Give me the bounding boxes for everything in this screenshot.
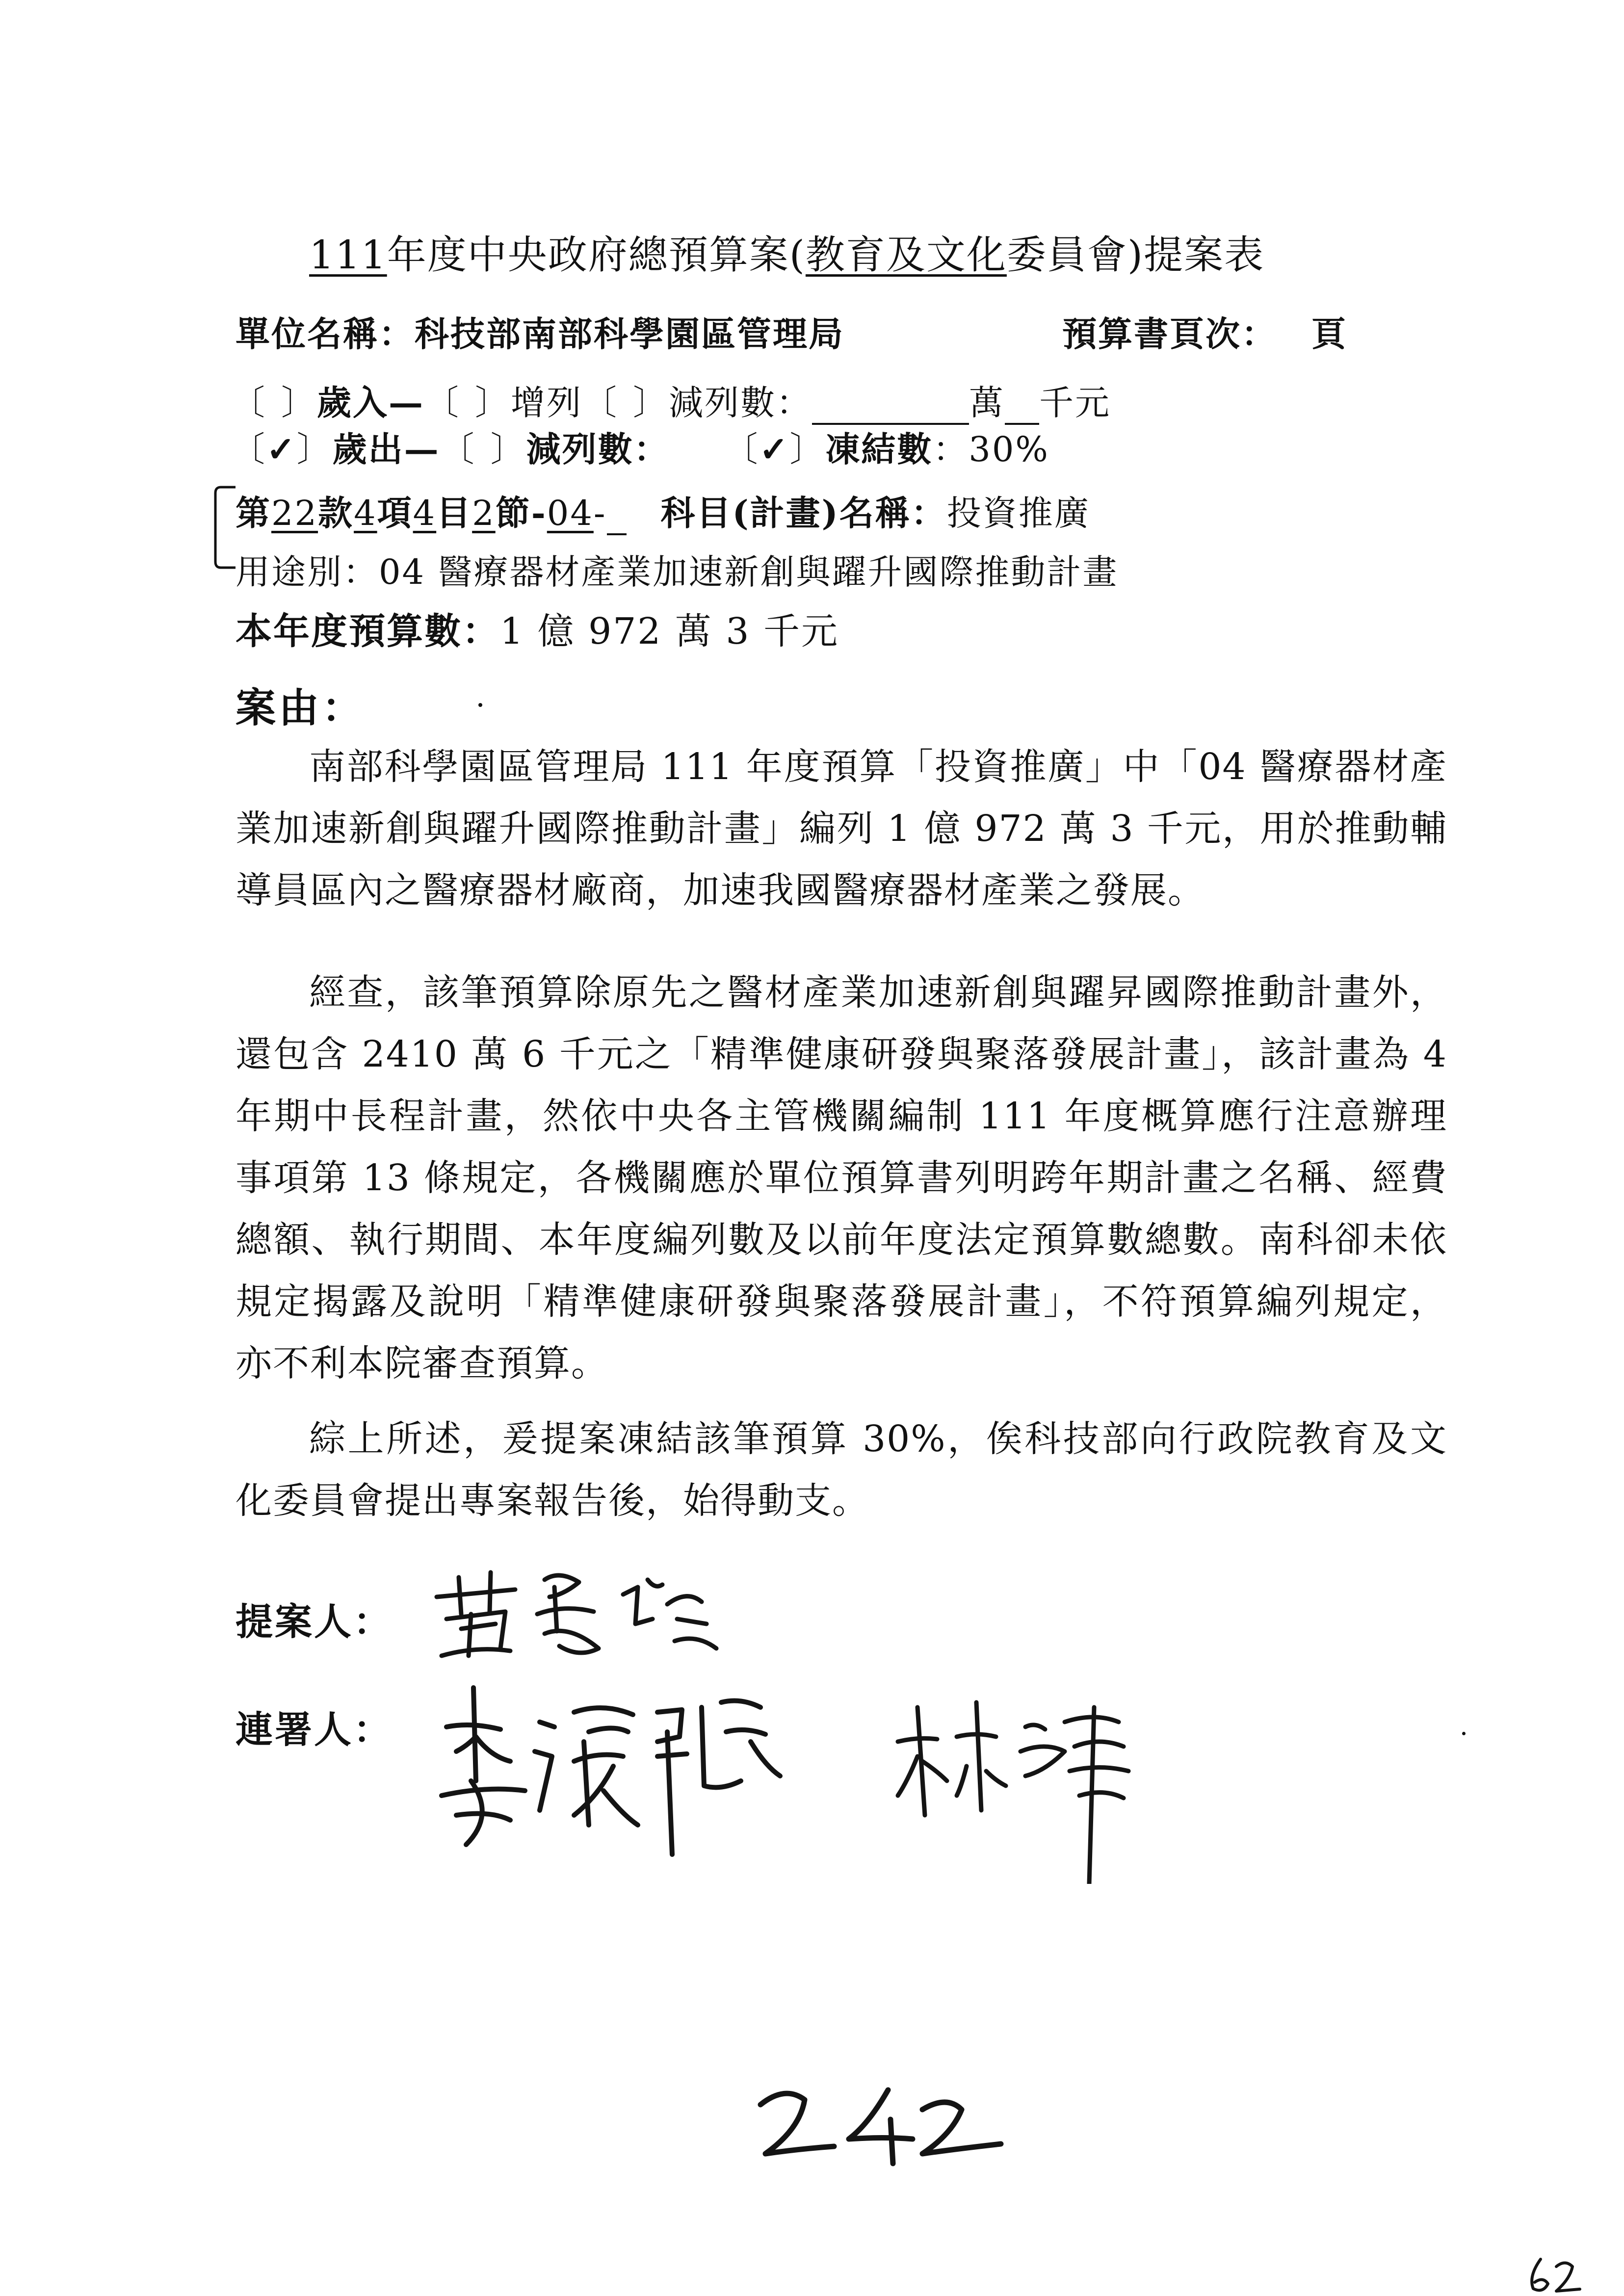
kuan-label: 款 [318, 493, 354, 533]
jie-num: 2 [472, 493, 496, 533]
stray-dot [478, 703, 482, 707]
revenue-bracket-close: 〕 [281, 383, 317, 423]
item-line [236, 486, 1090, 535]
expense-check: ✓ [266, 429, 297, 470]
usage-line: 用途別：04 醫療器材產業加速新創與躍升國際推動計畫 [236, 552, 1119, 592]
paragraph-2: 經查，該筆預算除原先之醫材產業加速新創與躍昇國際推動計畫外，還包含 2410 萬 6 千元之「精準健康研發與聚落發展計畫」，該計畫為 4 年期中長程計畫，然依中央各主管機關編制 111 年度概算應行注意辦理事項第 13 條規定，各機關應於單位預算書列明跨年期計畫之名稱、經費總額、執行期間、本年度編列數及以前年度法定預算數總數。南科卻未依規定揭露及說明「精準健康研發與聚落發展計畫」，不符預算編列規定，亦不利本院審查預算。 [236, 971, 1448, 1384]
freeze-bracket-close: 〕 [789, 429, 826, 470]
cosigner-label: 連署人： [236, 1708, 393, 1751]
budget-value: 1 億 972 萬 3 千元 [500, 610, 839, 652]
form-title [309, 223, 1264, 280]
freeze-bracket-open: 〔 [723, 429, 760, 470]
revenue-cut-blank [812, 383, 969, 425]
cut-bracket-open: 〔 [582, 383, 618, 423]
paragraph-3: 綜上所述，爰提案凍結該筆預算 30%，俟科技部向行政院教育及文化委員會提出專案報告後，始得動支。 [236, 1418, 1447, 1522]
freeze-value: ：30% [933, 429, 1049, 470]
corner-number-handwritten [1526, 2257, 1585, 2296]
subject-name: 投資推廣 [946, 493, 1090, 533]
revenue-bracket-open: 〔 [231, 383, 266, 423]
expense-label: 歲出— [332, 429, 440, 470]
page-ref [1062, 307, 1347, 356]
cut-bracket-close: 〕 [633, 383, 669, 423]
item-brace [209, 483, 238, 572]
expense-cut-label: 減列數： [526, 429, 670, 470]
title-part1: 年度中央政府總預算案( [387, 232, 806, 278]
unit-name: 科技部南部科學園區管理局 [415, 313, 844, 354]
subject-label: 科目(計畫)名稱： [660, 493, 947, 533]
paragraph-1: 南部科學園區管理局 111 年度預算「投資推廣」中「04 醫療器材產業加速新創與躍升國際推動計畫」編列 1 億 972 萬 3 千元，用於推動輔導員區內之醫療器材廠商，加速我國醫療器材產業之發展。 [236, 746, 1447, 912]
qian-label: 千元 [1039, 383, 1111, 423]
xiang-num: 4 [354, 493, 377, 533]
proposer-signature [432, 1550, 736, 1668]
sub-num: 04 [547, 493, 594, 533]
qian-blank [1005, 383, 1039, 425]
revenue-line [231, 375, 1111, 425]
wan-label: 萬 [969, 383, 1005, 423]
cosigner-signature-2 [888, 1668, 1182, 1884]
page-unit: 頁 [1311, 313, 1347, 354]
mu-label: 目 [436, 493, 472, 533]
exp-cut-bracket-close: 〕 [490, 429, 526, 470]
exp-bracket-open: 〔 [231, 429, 266, 470]
freeze-label: 凍結數 [825, 429, 933, 470]
revenue-cut-label: 減列數： [669, 383, 812, 423]
item-di: 第 [236, 493, 271, 533]
add-bracket-close: 〕 [475, 383, 511, 423]
unit-line [236, 307, 844, 356]
cosigner-signature-1 [427, 1668, 819, 1874]
page-label: 預算書頁次： [1062, 313, 1277, 354]
exp-bracket-close: 〕 [296, 429, 333, 470]
reason-label: 案由： [236, 684, 366, 731]
mu-num: 4 [413, 493, 437, 533]
page-number-handwritten [746, 2075, 1040, 2173]
freeze-check: ✓ [759, 429, 790, 470]
jie-label: 節- [495, 493, 547, 533]
proposer-label: 提案人： [236, 1600, 393, 1644]
stray-dot [1462, 1732, 1466, 1735]
title-year: 111 [309, 232, 387, 278]
kuan-num: 22 [271, 493, 318, 533]
expense-line [231, 422, 1049, 471]
title-part2: 委員會)提案表 [1006, 232, 1265, 278]
title-committee: 教育及文化 [805, 232, 1007, 278]
exp-cut-bracket-open: 〔 [440, 429, 476, 470]
revenue-label: 歲入— [317, 382, 424, 423]
add-bracket-open: 〔 [424, 383, 460, 423]
budget-label: 本年度預算數： [236, 610, 500, 652]
unit-label: 單位名稱： [236, 313, 415, 354]
add-label: 增列 [511, 383, 582, 423]
item-blank [607, 493, 627, 535]
budget-line [236, 602, 839, 654]
xiang-label: 項 [377, 493, 413, 533]
item-dash: - [593, 493, 607, 533]
